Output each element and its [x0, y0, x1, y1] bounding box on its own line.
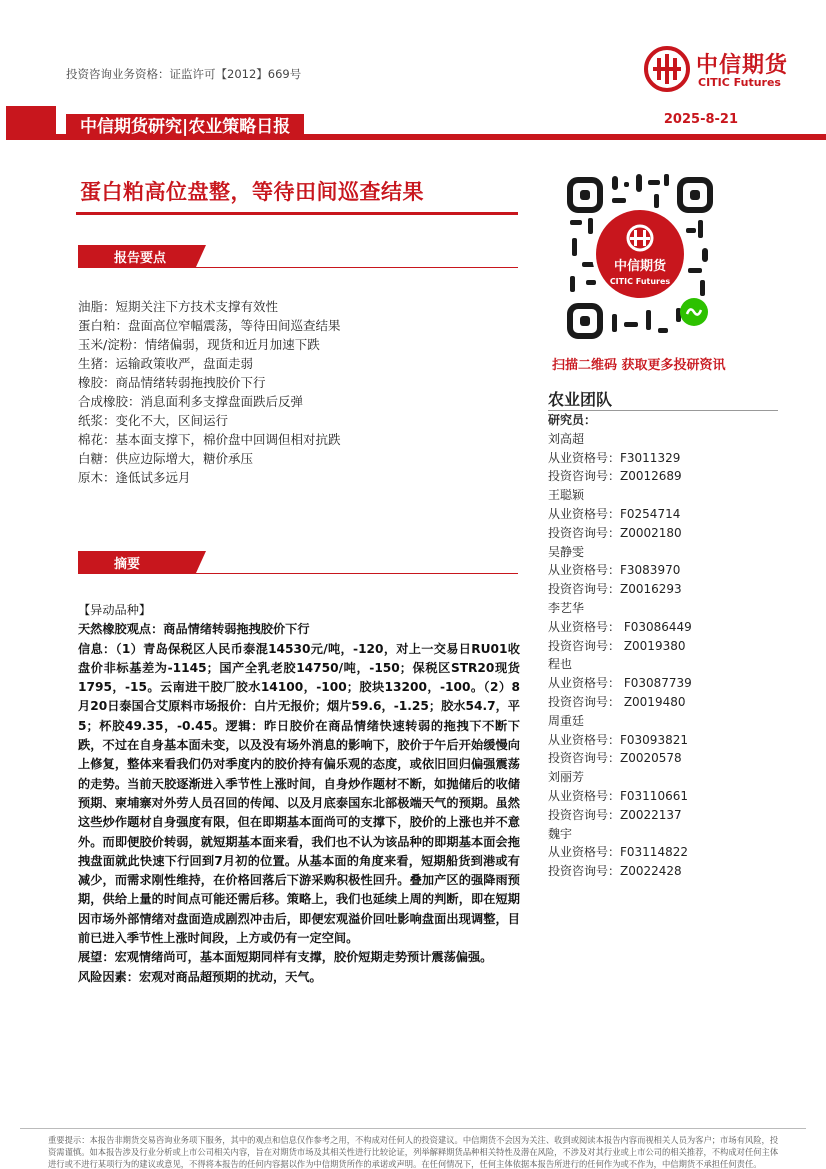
practice-license: 从业资格号：F03114822 [548, 845, 688, 860]
researcher-name: 李艺华 [548, 600, 585, 615]
page-title: 蛋白粕高位盘整，等待田间巡查结果 [80, 180, 424, 204]
list-item: 蛋白粕：盘面高位窄幅震荡，等待田间巡查结果 [78, 318, 341, 333]
logo-text-cn: 中信期货 [696, 53, 789, 78]
consult-license: 投资咨询号： Z0019480 [548, 694, 686, 709]
footer-divider [20, 1128, 806, 1129]
summary-view-title: 天然橡胶观点：商品情绪转弱拖拽胶价下行 [78, 622, 310, 637]
researchers-label: 研究员： [548, 413, 597, 427]
team-title: 农业团队 [548, 390, 613, 409]
list-item: 生猪：运输政策收严，盘面走弱 [78, 356, 254, 371]
researcher-name: 魏宇 [548, 826, 573, 841]
list-item: 玉米/淀粉：情绪偏弱，现货和近月加速下跌 [78, 337, 320, 352]
practice-license: 从业资格号：F03110661 [548, 788, 688, 803]
logic-label: 逻辑： [225, 718, 265, 733]
researcher-name: 吴静雯 [548, 544, 585, 559]
team-list [548, 411, 788, 881]
citic-logo [644, 46, 814, 96]
list-item: 棉花：基本面支撑下，棉价盘中回调但相对抗跌 [78, 432, 341, 447]
researcher-name: 程也 [548, 657, 573, 672]
list-item: 油脂：短期关注下方技术支撑有效性 [78, 299, 279, 314]
consult-license: 投资咨询号：Z0022137 [548, 807, 682, 822]
researcher-name: 刘丽芳 [548, 770, 585, 785]
summary-info-paragraph [78, 640, 520, 949]
qr-call-to-action: 扫描二维码 获取更多投研资讯 [552, 358, 726, 373]
qr-center-en: CITIC Futures [609, 277, 671, 286]
risk-text: 宏观对商品超预期的扰动，天气。 [138, 969, 322, 984]
researcher-name: 刘高超 [548, 431, 585, 446]
disclaimer: 重要提示：本报告非期货交易咨询业务项下服务，其中的观点和信息仅作参考之用，不构成对任何人的投资建议。中信期货不会因为关注、收到或阅读本报告内容而视相关人员为客户；市场有风险，投资需谨慎。如本报告涉及行业分析或上市公司相关内容，旨在对期货市场及其相关性进行比较论证，列举解释期货品种相关特性及潜在风险，不涉及对其行业或上市公司的相关推荐，不构成对任何主体进行或不进行某项行为的建议或意见，不得将本报告的任何内容据以作为中信期货所作的承诺或声明。在任何情况下，任何主体依据本报告所进行的任何作为或不作为，中信期货不承担任何责任。 [48, 1135, 779, 1169]
info-text: （1）青岛保税区人民币泰混14530元/吨，-120，对上一交易日RU01收盘价非标基差为-1145；国产全乳老胶14750/吨，-150；保税区STR20现货1795，-15。云南进干胶厂胶水14100，-100；胶块13200，-100。（2）8月20日泰国合艾原料市场报价：白片无报价；烟片59.6，-1.25；胶水54.7，平5；杯胶49.35，-0.45。 [78, 641, 520, 733]
outlook-label: 展望： [78, 950, 115, 965]
report-date: 2025-8-21 [663, 112, 738, 127]
license-note: 投资咨询业务资格：证监许可【2012】669号 [66, 67, 302, 81]
info-label: 信息： [78, 641, 116, 656]
summary-tag: 【异动品种】 [78, 603, 152, 617]
citic-logo-icon [644, 46, 690, 92]
consult-license: 投资咨询号：Z0012689 [548, 469, 682, 484]
list-item: 纸浆：变化不大，区间运行 [78, 413, 229, 428]
list-item: 橡胶：商品情绪转弱拖拽胶价下行 [78, 375, 266, 390]
summary-heading: 摘要 [114, 557, 141, 572]
qr-center-cn: 中信期货 [613, 259, 667, 274]
practice-license: 从业资格号：F0254714 [548, 506, 681, 521]
key-points-heading: 报告要点 [114, 251, 167, 266]
practice-license: 从业资格号： F03086449 [548, 619, 692, 634]
researcher-name: 周重廷 [548, 713, 585, 728]
practice-license: 从业资格号：F3011329 [548, 450, 681, 465]
summary-body [78, 601, 520, 987]
list-item: 原木：逢低试多远月 [78, 470, 191, 485]
outlook-text: 宏观情绪尚可，基本面短期同样有支撑，胶价短期走势预计震荡偏强。 [114, 950, 493, 965]
title-divider [76, 212, 518, 215]
risk-label: 风险因素： [78, 969, 139, 984]
summary-risk [78, 968, 520, 987]
consult-license: 投资咨询号：Z0020578 [548, 751, 682, 766]
summary-outlook [78, 948, 520, 967]
researcher-name: 王聪颖 [548, 488, 585, 503]
logo-text-en: CITIC Futures [698, 76, 781, 89]
practice-license: 从业资格号：F3083970 [548, 563, 681, 578]
practice-license: 从业资格号： F03087739 [548, 676, 692, 691]
summary-header [78, 551, 518, 575]
consult-license: 投资咨询号：Z0002180 [548, 525, 682, 540]
list-item: 白糖：供应边际增大，糖价承压 [78, 451, 254, 466]
logic-text: 昨日胶价在商品情绪快速转弱的拖拽下不断下跌，不过在自身基本面未变，以及没有场外消息的影响下，胶价于午后开始缓慢向上修复，整体来看我们仍对季度内的胶价持有偏乐观的态度，或依旧回归偏强震荡的走势。当前天胶逐渐进入季节性上涨时间，自身炒作题材不断，如抛储后的收储预期、柬埔寨对外劳人员召回的传闻、以及月底泰国东北部极端天气的预期。虽然这些炒作题材自身强度有限，但在即期基本面尚可的支撑下，胶价的上涨也并不意外。而即便胶价转弱，就短期基本面来看，我们也不认为该品种的即期基本面会拖拽盘面就此快速下行回到7月初的位置。从基本面的角度来看，短期船货到港或有减少，而需求刚性维持，在价格回落后下游采购积极性回升。叠加产区的强降雨预期，供给上量的时间点可能还需后移。策略上，我们也延续上周的判断，即在短期因市场外部情绪对盘面造成剧烈冲击后，即便宏观溢价回吐影响盘面出现调整，目前已进入季节性上涨时间段，上方或仍有一定空间。 [78, 718, 520, 946]
practice-license: 从业资格号：F03093821 [548, 732, 688, 747]
consult-license: 投资咨询号：Z0016293 [548, 582, 682, 597]
key-points-list [78, 297, 518, 487]
qr-code[interactable] [566, 168, 714, 346]
key-points-header [78, 245, 518, 269]
consult-license: 投资咨询号：Z0022428 [548, 864, 682, 879]
report-series-title: 中信期货研究|农业策略日报 [66, 114, 304, 140]
list-item: 合成橡胶：消息面利多支撑盘面跌后反弹 [78, 394, 304, 409]
consult-license: 投资咨询号： Z0019380 [548, 638, 686, 653]
